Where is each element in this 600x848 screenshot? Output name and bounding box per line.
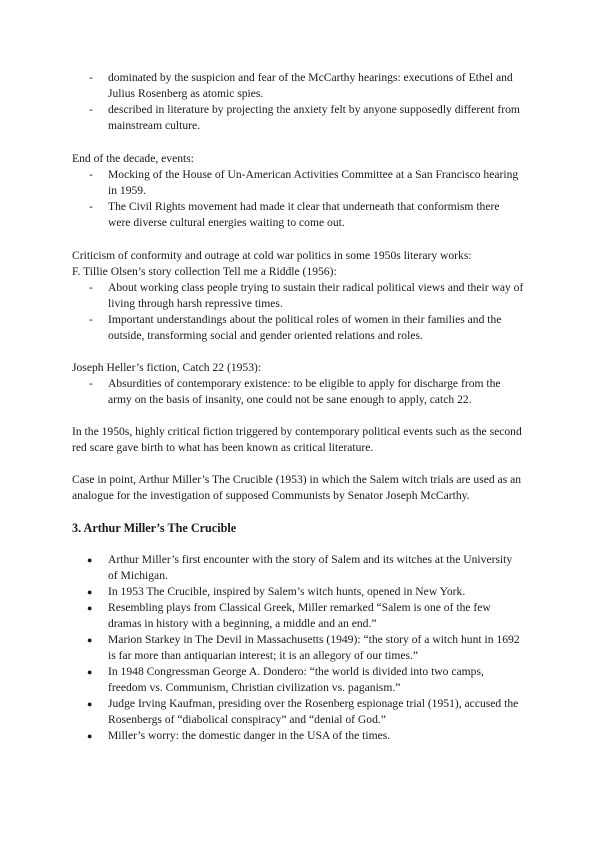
section-end-of-decade [72,151,524,231]
list-item: ● Judge Irving Kaufman, presiding over the Rosenberg espionage trial (1951), accused the Rosenbergs of “diabolical conspiracy” and “denial of God.” [87,697,519,726]
list-item: - dominated by the suspicion and fear of the McCarthy hearings: executions of Ethel and Julius Rosenberg as atomic spies. [89,71,513,100]
dash-marker: - [89,200,93,213]
list-item: ● Resembling plays from Classical Greek, Miller remarked “Salem is one of the few dramas in history with a beginning, a middle and an end.” [87,601,491,630]
list-item: - Important understandings about the political roles of women in their families and the outside, transforming social and gender oriented relations and roles. [89,313,502,342]
dash-marker: - [89,103,93,116]
paragraph: Case in point, Arthur Miller’s The Crucible (1953) in which the Salem witch trials are used as an analogue for the investigation of supposed Communists by Senator Joseph McCarthy. [72,473,522,502]
bullet-marker: ● [87,603,93,613]
bullet-list-crucible [72,552,524,744]
bullet-marker: ● [87,587,93,597]
dash-marker: - [89,313,93,326]
bullet-marker: ● [87,667,93,677]
list-item: - Absurdities of contemporary existence: to be eligible to apply for discharge from the army on the basis of insanity, one could not be sane enough to apply, catch 22. [89,377,501,406]
list-item: - Mocking of the House of Un-American Activities Committee at a San Francisco hearing in 1959. [89,168,519,197]
paragraph: End of the decade, events: [72,152,195,165]
paragraph: In the 1950s, highly critical fiction triggered by contemporary political events such as the second red scare gave birth to what has been known as critical literature. [72,425,522,454]
paragraph: Joseph Heller’s fiction, Catch 22 (1953): [72,361,262,374]
paragraph: Criticism of conformity and outrage at cold war politics in some 1950s literary works: [72,249,472,262]
paragraph-case-in-point [72,472,524,504]
list-item: ● Marion Starkey in The Devil in Massachusetts (1949): “the story of a witch hunt in 1692 is far more than antiquarian interest; it is an allegory of our times.” [87,633,520,662]
section-catch22 [72,360,524,408]
paragraph-critical-literature [72,424,524,456]
list-item: ● Arthur Miller’s first encounter with the story of Salem and its witches at the University of Michigan. [87,553,513,582]
dash-marker: - [89,377,93,390]
section-heading [72,520,524,536]
paragraph: F. Tillie Olsen’s story collection Tell me a Riddle (1956): [72,265,337,278]
dash-marker: - [89,71,93,84]
section-criticism [72,248,524,344]
heading: 3. Arthur Miller’s The Crucible [72,521,237,535]
bullet-marker: ● [87,635,93,645]
list-item: - About working class people trying to sustain their radical political views and their way of living through harsh repressive times. [89,281,524,310]
list-item: - The Civil Rights movement had made it clear that underneath that conformism there were diverse cultural energies waiting to come out. [89,200,500,229]
dash-marker: - [89,281,93,294]
list-item: ● In 1953 The Crucible, inspired by Salem’s witch hunts, opened in New York. [87,585,466,598]
bullet-marker: ● [87,731,93,741]
list-item: - described in literature by projecting the anxiety felt by anyone supposedly different from mainstream culture. [89,103,520,132]
list-item: ● Miller’s worry: the domestic danger in the USA of the times. [87,729,391,742]
dash-marker: - [89,168,93,181]
bullet-marker: ● [87,699,93,709]
bullet-marker: ● [87,555,93,565]
dash-list-mccarthy [72,70,524,134]
list-item: ● In 1948 Congressman George A. Dondero: “the world is divided into two camps, freedom vs. Communism, Christian civilization vs. paganism.” [87,665,484,694]
